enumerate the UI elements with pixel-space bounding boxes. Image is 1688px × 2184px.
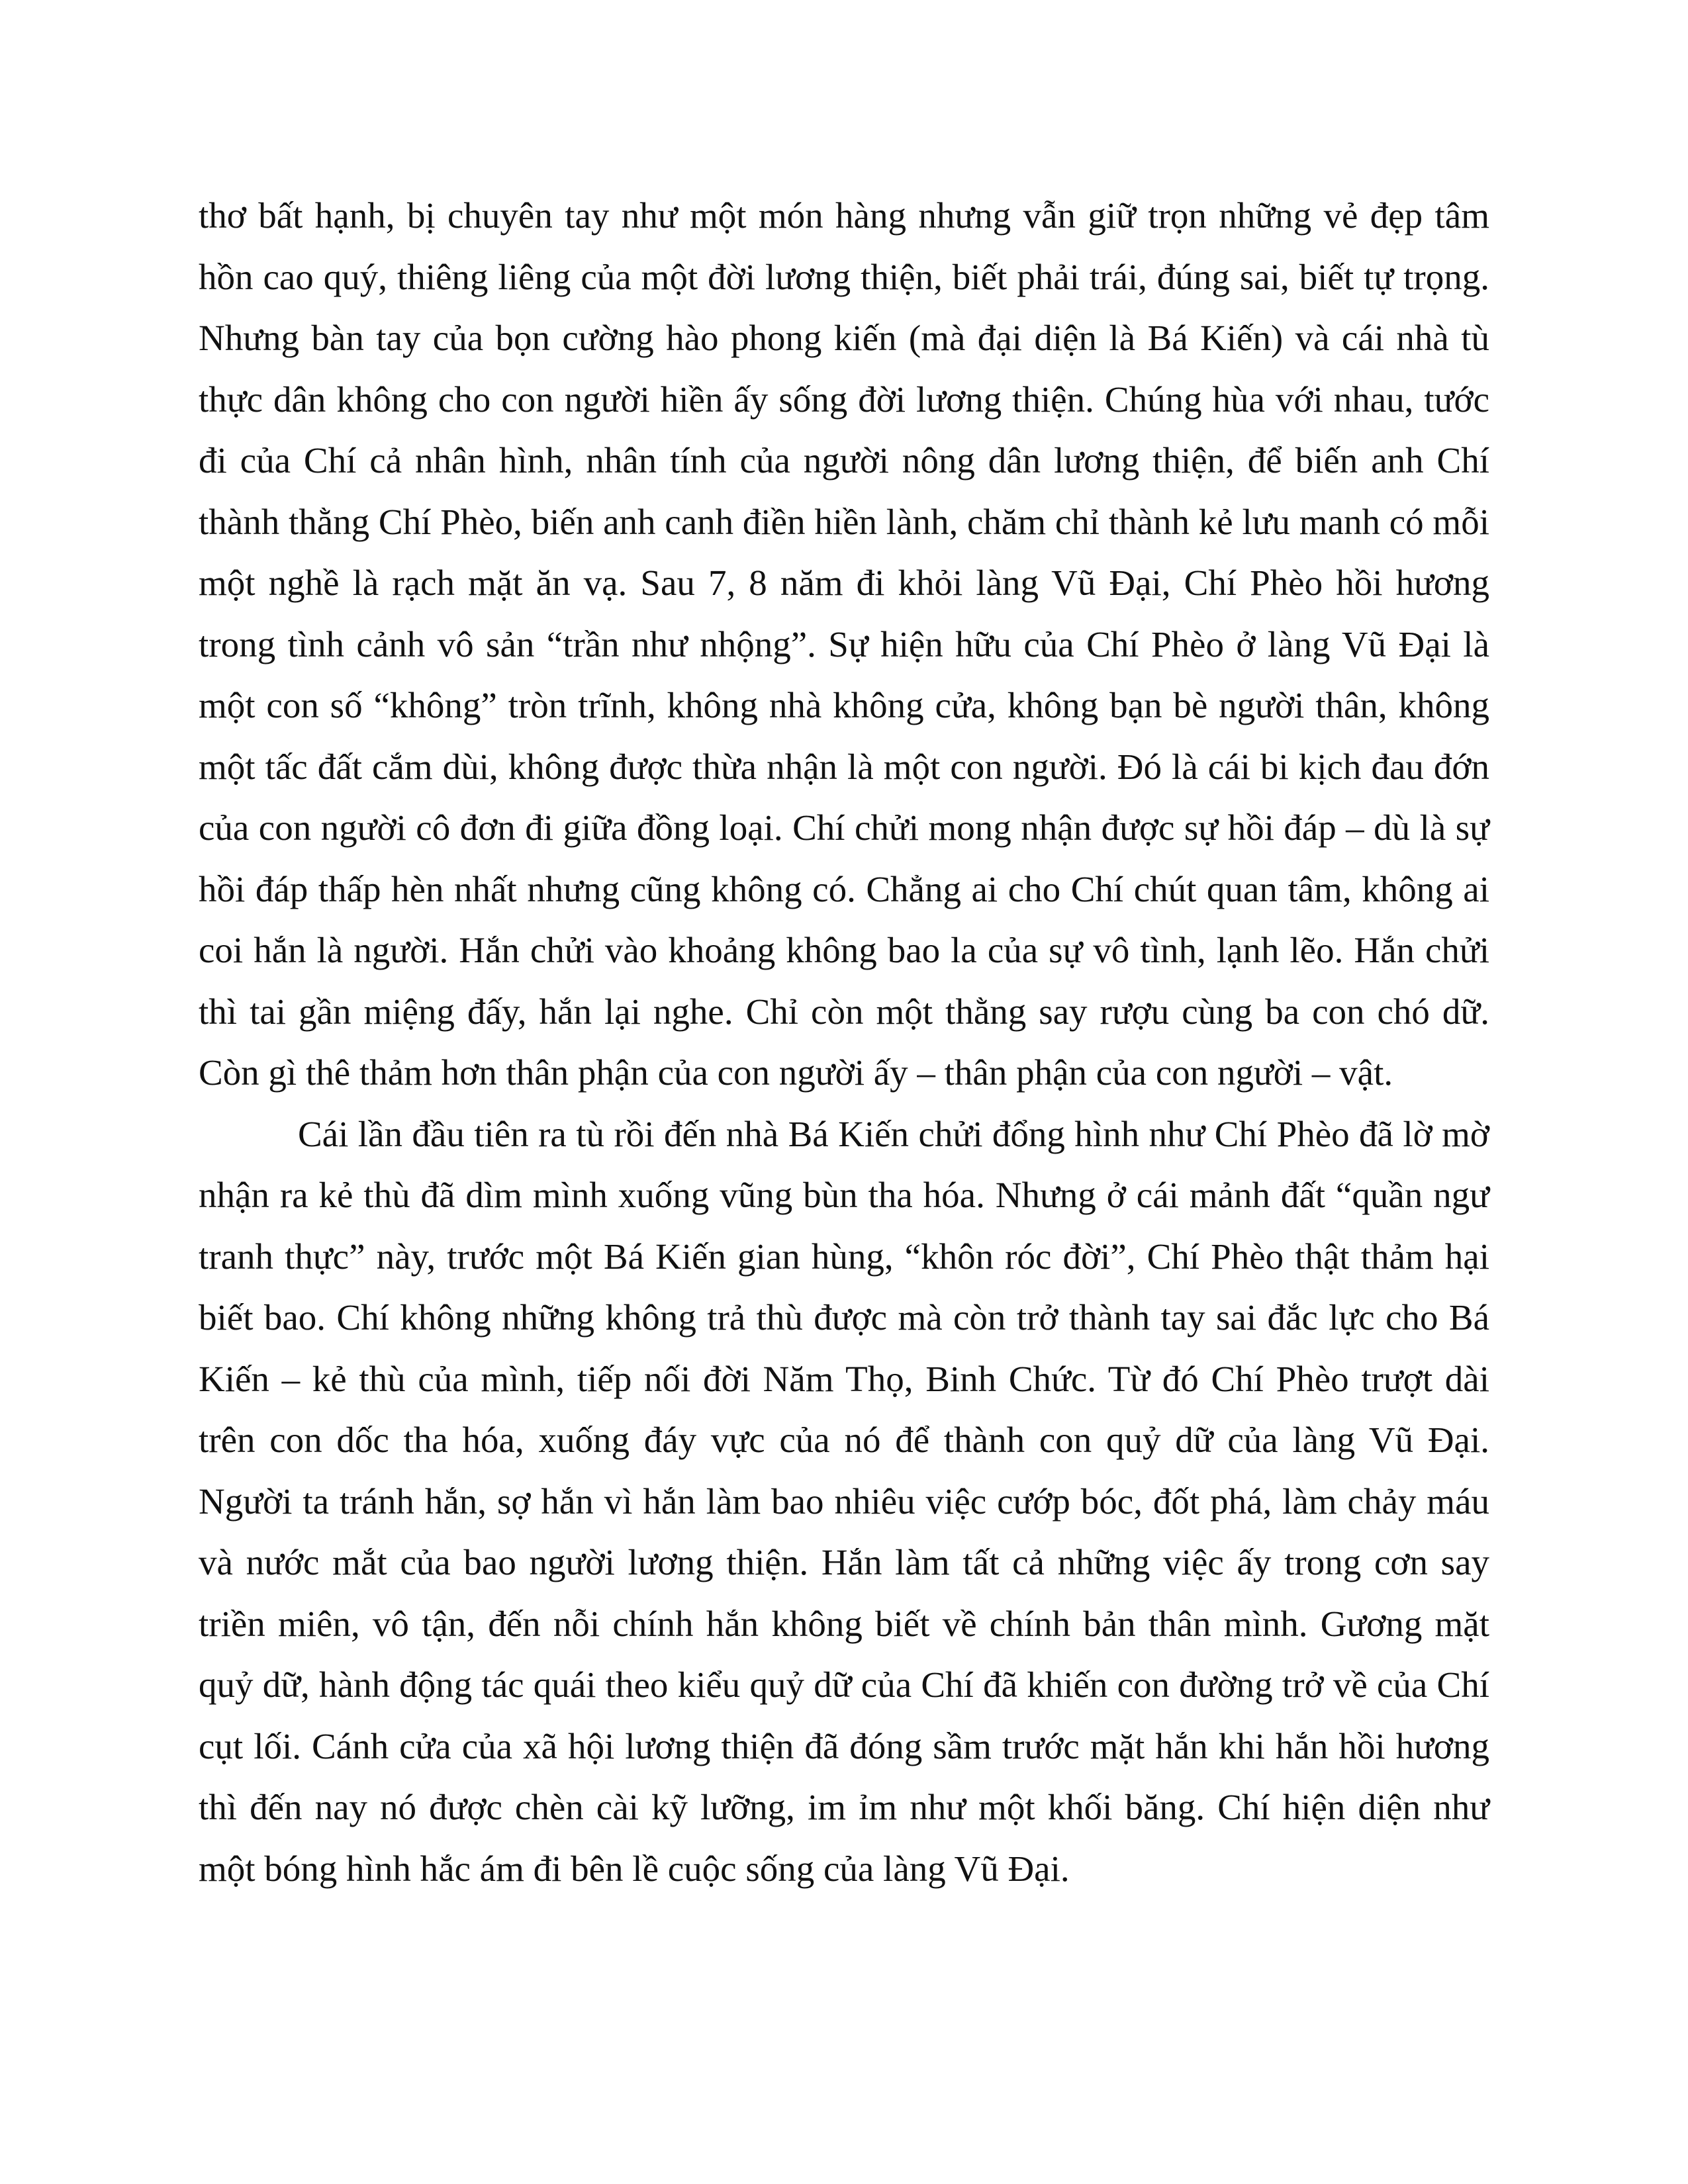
body-text [199,185,1489,1899]
paragraph-continuation: thơ bất hạnh, bị chuyên tay như một món hàng nhưng vẫn giữ trọn những vẻ đẹp tâm hồn cao quý, thiêng liêng của một đời lương thiện, biết phải trái, đúng sai, biết tự trọng. Nhưng bàn tay của bọn cường hào phong kiến (mà đại diện là Bá Kiến) và cái nhà tù thực dân không cho con người hiền ấy sống đời lương thiện. Chúng hùa với nhau, tước đi của Chí cả nhân hình, nhân tính của người nông dân lương thiện, để biến anh Chí thành thằng Chí Phèo, biến anh canh điền hiền lành, chăm chỉ thành kẻ lưu manh có mỗi một nghề là rạch mặt ăn vạ. Sau 7, 8 năm đi khỏi làng Vũ Đại, Chí Phèo hồi hương trong tình cảnh vô sản “trần như nhộng”. Sự hiện hữu của Chí Phèo ở làng Vũ Đại là một con số “không” tròn trĩnh, không nhà không cửa, không bạn bè người thân, không một tấc đất cắm dùi, không được thừa nhận là một con người. Đó là cái bi kịch đau đớn của con người cô đơn đi giữa đồng loại. Chí chửi mong nhận được sự hồi đáp – dù là sự hồi đáp thấp hèn nhất nhưng cũng không có. Chẳng ai cho Chí chút quan tâm, không ai coi hắn là người. Hắn chửi vào khoảng không bao la của sự vô tình, lạnh lẽo. Hắn chửi thì tai gần miệng đấy, hắn lại nghe. Chỉ còn một thằng say rượu cùng ba con chó dữ. Còn gì thê thảm hơn thân phận của con người ấy – thân phận của con người – vật. [199,195,1489,1093]
paragraph: Cái lần đầu tiên ra tù rồi đến nhà Bá Kiến chửi đổng hình như Chí Phèo đã lờ mờ nhận ra kẻ thù đã dìm mình xuống vũng bùn tha hóa. Nhưng ở cái mảnh đất “quần ngư tranh thực” này, trước một Bá Kiến gian hùng, “khôn róc đời”, Chí Phèo thật thảm hại biết bao. Chí không những không trả thù được mà còn trở thành tay sai đắc lực cho Bá Kiến – kẻ thù của mình, tiếp nối đời Năm Thọ, Binh Chức. Từ đó Chí Phèo trượt dài trên con dốc tha hóa, xuống đáy vực của nó để thành con quỷ dữ của làng Vũ Đại. Người ta tránh hắn, sợ hắn vì hắn làm bao nhiêu việc cướp bóc, đốt phá, làm chảy máu và nước mắt của bao người lương thiện. Hắn làm tất cả những việc ấy trong cơn say triền miên, vô tận, đến nỗi chính hắn không biết về chính bản thân mình. Gương mặt quỷ dữ, hành động tác quái theo kiểu quỷ dữ của Chí đã khiến con đường trở về của Chí cụt lối. Cánh cửa của xã hội lương thiện đã đóng sầm trước mặt hắn khi hắn hồi hương thì đến nay nó được chèn cài kỹ lưỡng, im ỉm như một khối băng. Chí hiện diện như một bóng hình hắc ám đi bên lề cuộc sống của làng Vũ Đại. [199,1113,1489,1889]
